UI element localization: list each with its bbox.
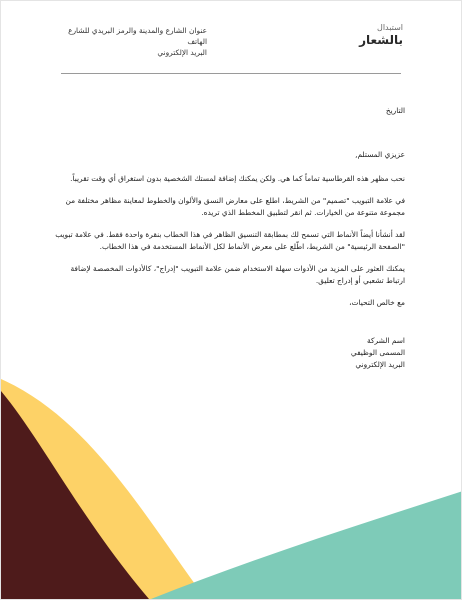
letter-paragraph: يمكنك العثور على المزيد من الأدوات سهلة الاستخدام ضمن علامة التبويب "إدراج"، كالأدوات المخصصة لإضافة ارتباط تشعبي أو إدراج تعليق.	[70, 264, 405, 285]
address-email: البريد الإلكتروني	[157, 48, 207, 57]
letter-date: التاريخ	[385, 106, 405, 115]
teal-wedge-shape	[151, 491, 462, 599]
letter-paragraph: نحب مظهر هذه القرطاسية تماماً كما هي. ولكن يمكنك إضافة لمستك الشخصية بدون استغراق أي وقت تقريباً.	[70, 174, 405, 183]
logo-small-text: استبدال	[377, 23, 403, 32]
letterhead	[1, 19, 461, 75]
signature-email: البريد الإلكتروني	[355, 360, 405, 369]
address-street: عنوان الشارع والمدينة والرمز البريدي للشارع	[68, 26, 207, 35]
letter-paragraph: لقد أنشأنا أيضاً الأنماط التي تسمح لك بمطابقة التنسيق الظاهر في هذا الخطاب بنقرة واحدة فقط. في علامة تبويب "الصفحة الرئيسية" من الشريط، اطّلع على معرض الأنماط لكل الأنماط المستخدمة في هذا الخطاب.	[55, 230, 405, 251]
letter-paragraph: في علامة التبويب "تصميم" من الشريط، اطلع على معارض النسق والألوان والخطوط لمعاينة مظاهر مختلفة من مجموعة متنوعة من الخيارات. ثم انقر لتطبيق المخطط الذي تريده.	[65, 196, 405, 217]
letter-body	[55, 105, 405, 371]
sender-address	[57, 25, 207, 58]
signature-company: اسم الشركة	[367, 336, 405, 345]
signature-block	[55, 335, 405, 371]
decorative-shapes	[1, 379, 462, 599]
logo-main-text: بالشعار	[359, 33, 403, 47]
letter-greeting: عزيزي المستلم,	[355, 150, 405, 159]
signature-title: المسمى الوظيفي	[350, 348, 405, 357]
header-divider	[61, 73, 401, 74]
address-phone: الهاتف	[187, 37, 207, 46]
logo-placeholder[interactable]	[359, 23, 403, 47]
letter-closing: مع خالص التحيات،	[349, 298, 405, 307]
